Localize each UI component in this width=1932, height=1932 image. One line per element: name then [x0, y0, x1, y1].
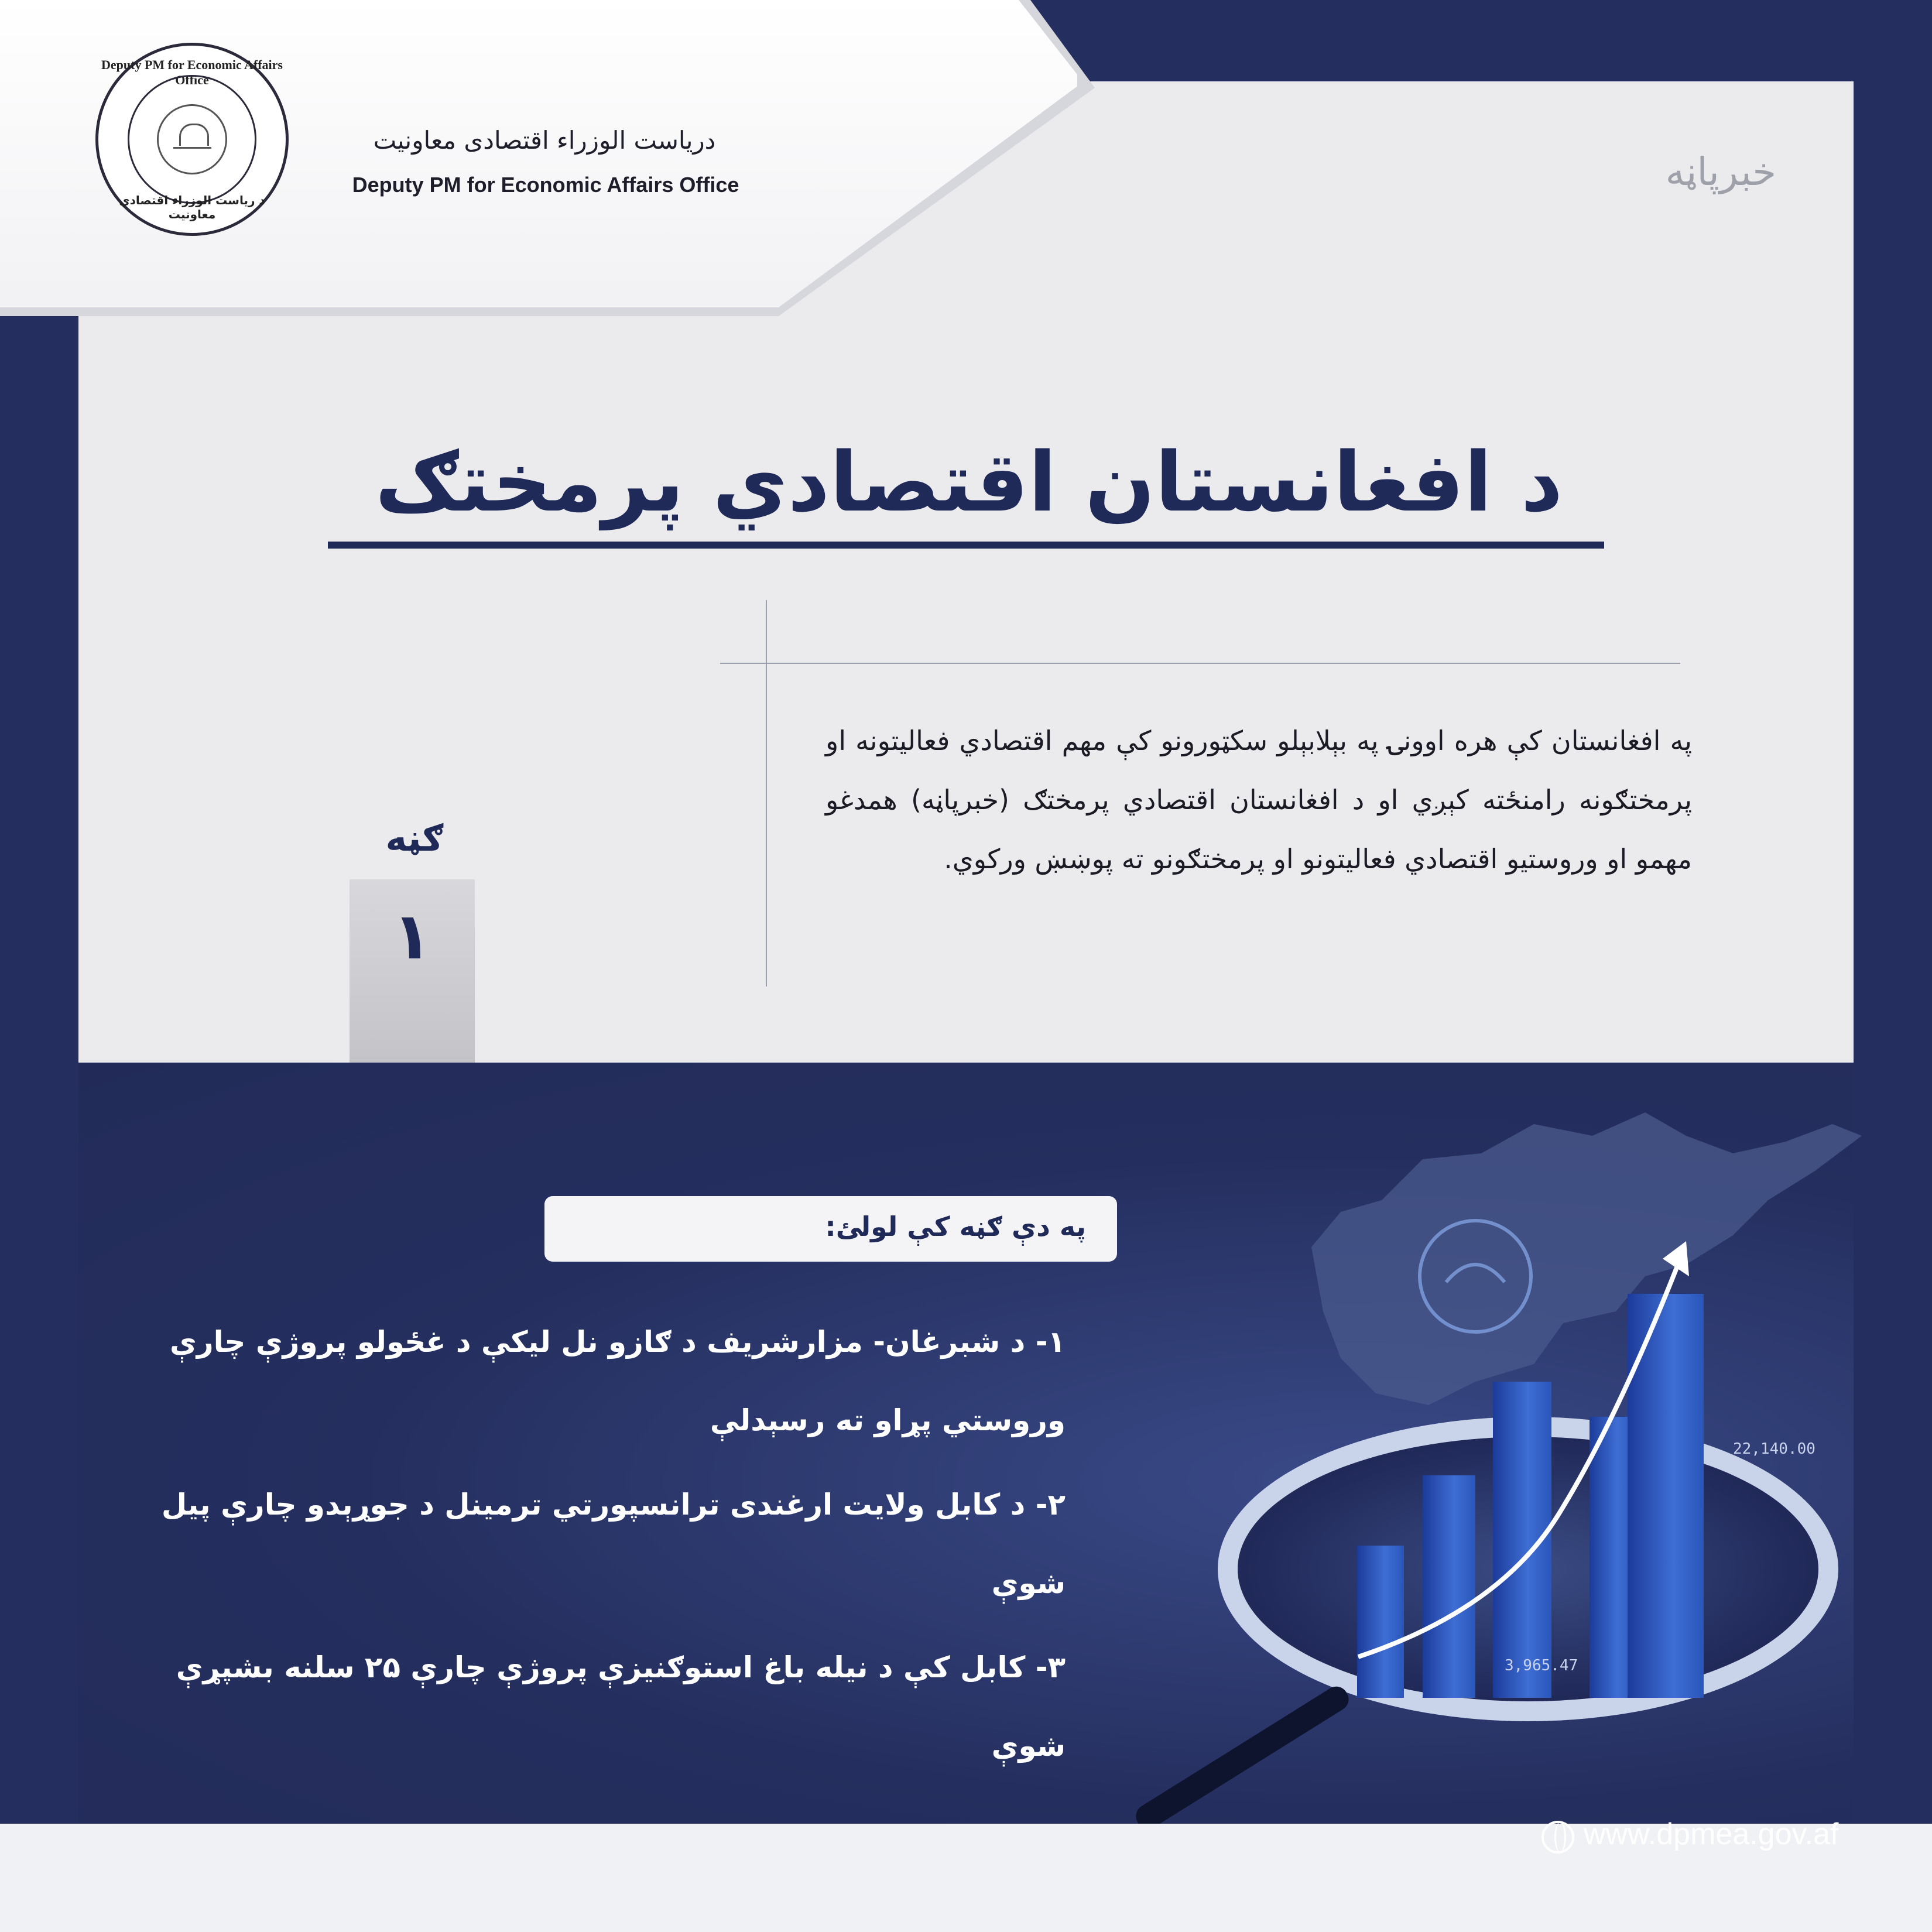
seal-inner-ring: [128, 75, 256, 204]
divider-horizontal: [720, 663, 1680, 664]
title-underline: [328, 542, 1604, 549]
seal-text-english: Deputy PM for Economic Affairs Office: [101, 57, 283, 87]
globe-icon: [1542, 1821, 1574, 1854]
list-item: ۲- د کابل ولایت ارغندی ترانسپورتي ترمینل د جوړېدو چارې پیل شوې: [161, 1488, 1066, 1600]
issue-label: ګڼه: [385, 817, 444, 859]
list-item: ۱- د شبرغان- مزارشریف د ګازو نل لیکې د غځولو پروژې چارې وروستي پړاو ته رسېدلې: [170, 1325, 1066, 1437]
page-title: د افغانستان اقتصادي پرمختګ: [375, 435, 1563, 530]
org-name-pashto: دریاست الوزراء اقتصادی معاونیت: [373, 126, 716, 155]
chart-number: 3,965.47: [1505, 1657, 1578, 1674]
intro-paragraph: په افغانستان کې هره اوونۍ په بېلابېلو سکټورونو کې مهم اقتصادي فعالیتونه او پرمختګونه رامنځته کېږي او د افغانستان اقتصادي پرمختګ (خبرپاڼه) همدغو مهمو او وروستیو اقتصادي فعالیتونو او پرمختګونو ته پوښښ ورکوي.: [825, 725, 1692, 875]
issue-number: ۱: [392, 899, 432, 974]
seal-text-pashto: د رياست الوزراء اقتصادي معاونيت: [119, 193, 265, 221]
website-link[interactable]: www.dpmea.gov.af: [1584, 1817, 1839, 1851]
contents-list: [117, 1303, 1066, 1785]
org-name-english: Deputy PM for Economic Affairs Office: [352, 173, 739, 197]
emblem-icon: [157, 104, 227, 174]
chart-number: 22,140.00: [1733, 1440, 1815, 1458]
divider-vertical: [766, 600, 767, 986]
list-item: ۳- کابل کې د نیله باغ استوګنیزې پروژې چارې ۲۵ سلنه بشپړې شوې: [176, 1650, 1066, 1763]
growth-arrow-icon: [1347, 1224, 1710, 1669]
newsletter-tag: خبرپاڼه: [1665, 149, 1776, 194]
office-seal-logo: [95, 43, 289, 236]
contents-label: په دې ګڼه کې لولئ:: [825, 1211, 1086, 1242]
